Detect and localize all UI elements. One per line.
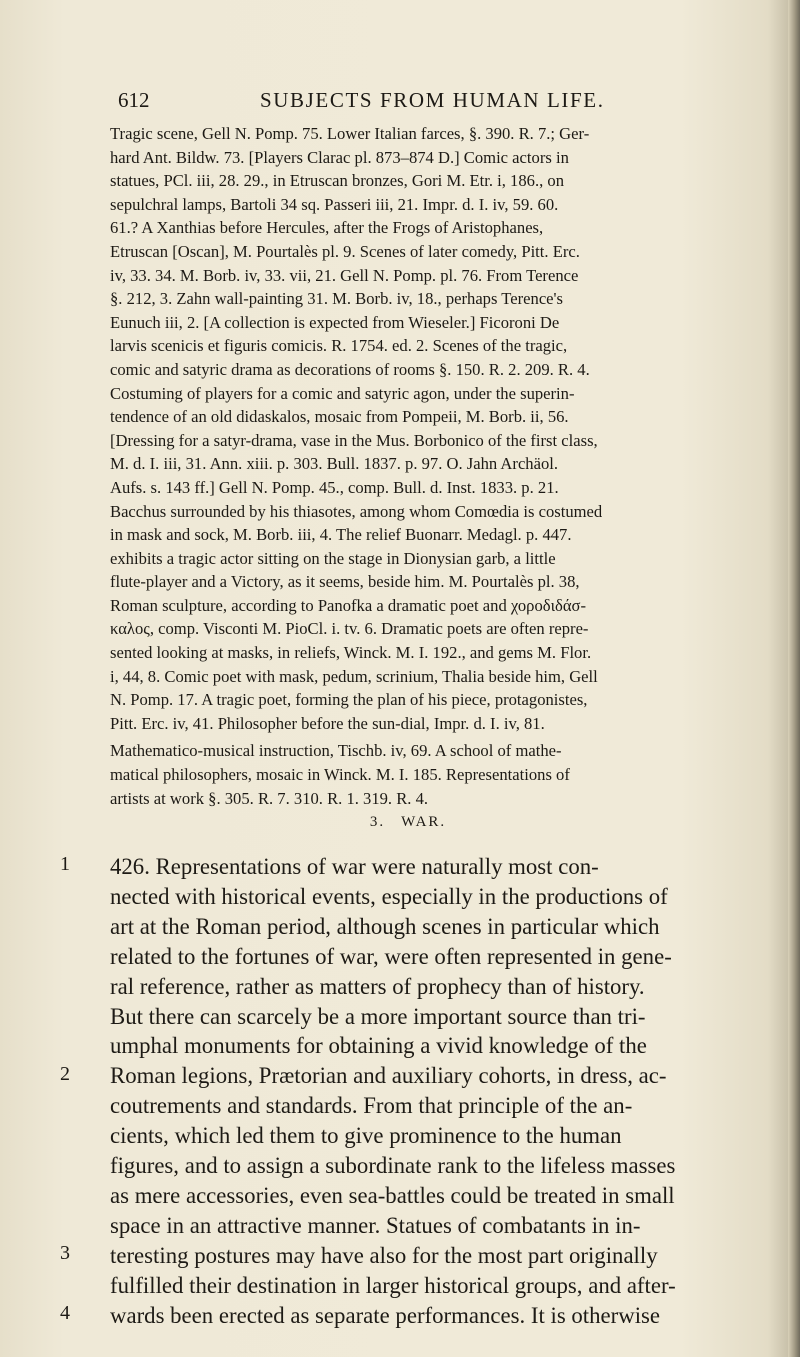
text-line: ral reference, rather as matters of prophecy than of history.	[110, 973, 645, 999]
margin-line-number: 2	[60, 1063, 70, 1085]
running-title: SUBJECTS FROM HUMAN LIFE.	[260, 88, 605, 112]
text-line: Eunuch iii, 2. [A collection is expected from Wieseler.] Ficoroni De	[110, 312, 560, 332]
text-line: matical philosophers, mosaic in Winck. M. I. 185. Representations of	[110, 765, 570, 785]
text-line: space in an attractive manner. Statues of combatants in in-	[110, 1212, 641, 1238]
text-line: art at the Roman period, although scenes in particular which	[110, 913, 660, 939]
text-line: in mask and sock, M. Borb. iii, 4. The relief Buonarr. Medagl. p. 447.	[110, 525, 572, 545]
text-line: Roman sculpture, according to Panofka a dramatic poet and χοροδιδάσ-	[110, 595, 587, 615]
text-line: sepulchral lamps, Bartoli 34 sq. Passeri iii, 21. Impr. d. I. iv, 59. 60.	[110, 194, 559, 214]
text-line: flute-player and a Victory, as it seems, beside him. M. Pourtalès pl. 38,	[110, 572, 580, 592]
text-line: Roman legions, Prætorian and auxiliary cohorts, in dress, ac-	[110, 1063, 667, 1089]
text-line: Costuming of players for a comic and satyric agon, under the superin-	[110, 383, 575, 403]
text-line: coutrements and standards. From that principle of the an-	[110, 1093, 633, 1119]
text-line: [Dressing for a satyr-drama, vase in the Mus. Borbonico of the first class,	[110, 430, 598, 450]
text-line: nected with historical events, especially in the productions of	[110, 883, 668, 909]
text-line: 61.? A Xanthias before Hercules, after the Frogs of Aristophanes,	[110, 218, 544, 238]
text-line: iv, 33. 34. M. Borb. iv, 33. vii, 21. Gell N. Pomp. pl. 76. From Terence	[110, 265, 579, 285]
text-line: M. d. I. iii, 31. Ann. xiii. p. 303. Bull. 1837. p. 97. O. Jahn Archäol.	[110, 454, 559, 474]
text-line: Tragic scene, Gell N. Pomp. 75. Lower Italian farces, §. 390. R. 7.; Ger-	[110, 124, 590, 143]
text-line: tendence of an old didaskalos, mosaic from Pompeii, M. Borb. ii, 56.	[110, 407, 569, 427]
text-line: 426. Representations of war were naturally most con-	[110, 854, 599, 879]
page-number: 612	[118, 88, 150, 112]
margin-line-number: 4	[60, 1302, 70, 1324]
text-line: fulfilled their destination in larger historical groups, and after-	[110, 1272, 676, 1298]
text-line: But there can scarcely be a more important source than tri-	[110, 1003, 646, 1029]
text-line: Mathematico-musical instruction, Tischb. iv, 69. A school of mathe-	[110, 741, 562, 761]
text-line: teresting postures may have also for the most part originally	[110, 1242, 658, 1268]
text-line: Etruscan [Oscan], M. Pourtalès pl. 9. Scenes of later comedy, Pitt. Erc.	[110, 241, 580, 261]
margin-line-number: 3	[60, 1242, 70, 1264]
text-line: cients, which led them to give prominence to the human	[110, 1123, 622, 1149]
note-paragraph	[110, 739, 796, 810]
text-line: §. 212, 3. Zahn wall-painting 31. M. Borb. iv, 18., perhaps Terence's	[110, 289, 563, 309]
text-line: Pitt. Erc. iv, 41. Philosopher before the sun-dial, Impr. d. I. iv, 81.	[110, 713, 545, 733]
footnote-block	[110, 122, 796, 810]
text-line: i, 44, 8. Comic poet with mask, pedum, scrinium, Thalia beside him, Gell	[110, 666, 598, 686]
section-title: WAR.	[401, 814, 447, 830]
text-line: artists at work §. 305. R. 7. 310. R. 1. 319. R. 4.	[110, 788, 429, 808]
text-line: comic and satyric drama as decorations of rooms §. 150. R. 2. 209. R. 4.	[110, 359, 590, 379]
section-heading	[0, 814, 800, 831]
text-line: related to the fortunes of war, were often represented in gene-	[110, 943, 672, 969]
running-head	[110, 88, 760, 114]
text-line: sented looking at masks, in reliefs, Winck. M. I. 192., and gems M. Flor.	[110, 643, 592, 663]
text-line: N. Pomp. 17. A tragic poet, forming the plan of his piece, protagonistes,	[110, 690, 588, 710]
note-paragraph	[110, 122, 796, 735]
text-line: larvis scenicis et figuris comicis. R. 1754. ed. 2. Scenes of the tragic,	[110, 336, 568, 356]
section-number: 3.	[369, 814, 386, 830]
text-line: figures, and to assign a subordinate rank to the lifeless masses	[110, 1153, 676, 1179]
text-line: umphal monuments for obtaining a vivid knowledge of the	[110, 1033, 647, 1059]
text-line: exhibits a tragic actor sitting on the stage in Dionysian garb, a little	[110, 548, 556, 568]
text-line: καλος, comp. Visconti M. PioCl. i. tv. 6. Dramatic poets are often repre-	[110, 619, 589, 639]
text-line: Bacchus surrounded by his thiasotes, among whom Comœdia is costumed	[110, 501, 603, 521]
main-text	[110, 852, 770, 1331]
text-line: Aufs. s. 143 ff.] Gell N. Pomp. 45., comp. Bull. d. Inst. 1833. p. 21.	[110, 477, 559, 497]
text-line: wards been erected as separate performances. It is otherwise	[110, 1302, 661, 1328]
margin-line-number: 1	[60, 853, 70, 875]
text-line: as mere accessories, even sea-battles could be treated in small	[110, 1182, 675, 1208]
text-line: statues, PCl. iii, 28. 29., in Etruscan bronzes, Gori M. Etr. i, 186., on	[110, 171, 564, 191]
text-line: hard Ant. Bildw. 73. [Players Clarac pl. 873–874 D.] Comic actors in	[110, 147, 569, 167]
